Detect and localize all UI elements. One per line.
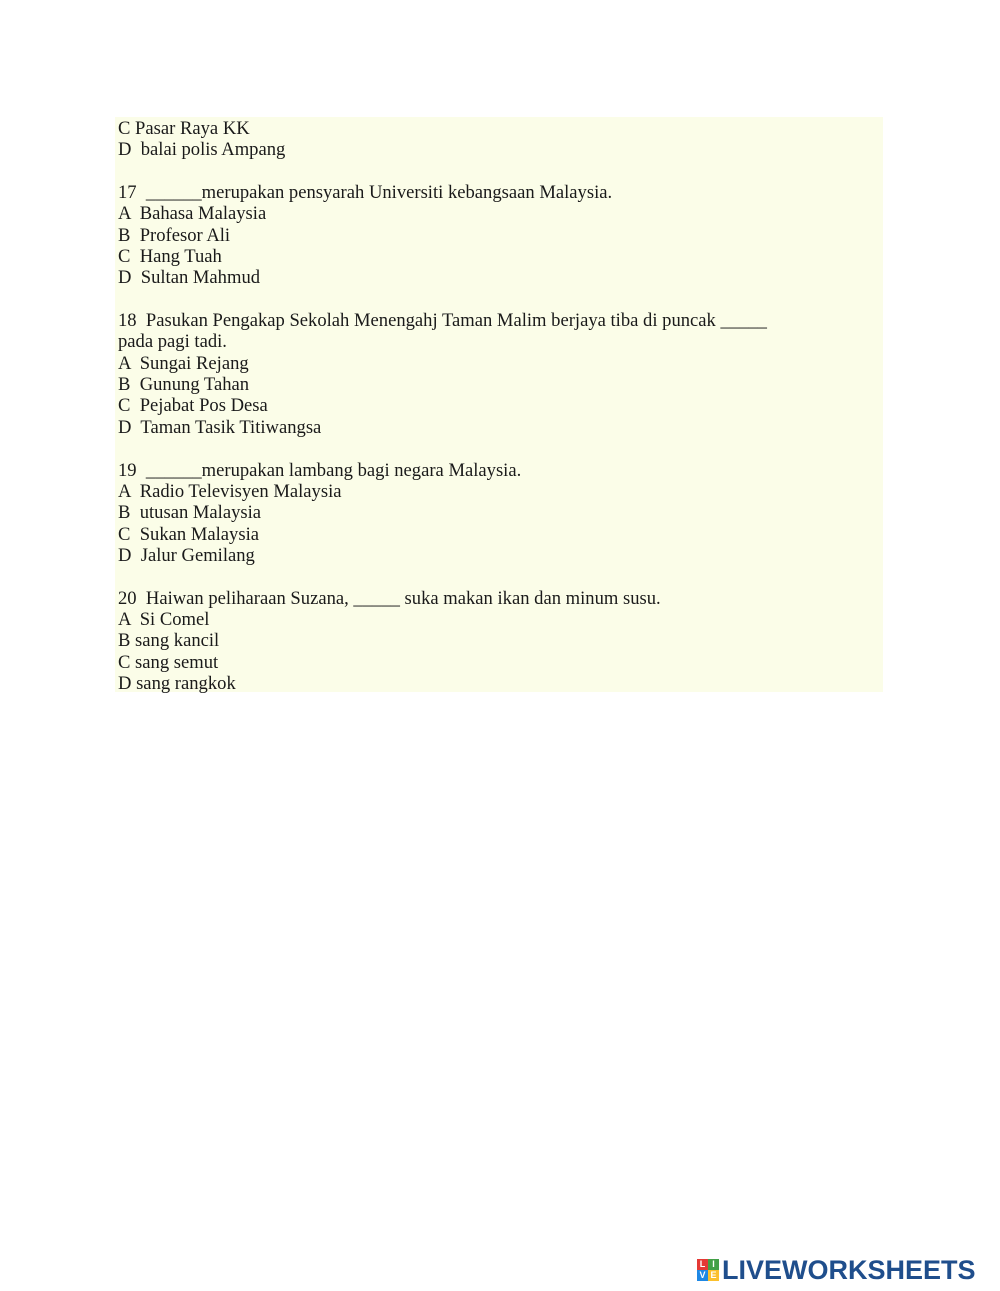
logo-tile-i: I bbox=[708, 1259, 719, 1270]
q18-stem-line-2: pada pagi tadi. bbox=[118, 331, 227, 353]
spacer bbox=[118, 161, 878, 182]
liveworksheets-logo-icon bbox=[697, 1259, 719, 1281]
q16-option-d: D balai polis Ampang bbox=[118, 139, 286, 161]
q17-option-c: C Hang Tuah bbox=[118, 246, 222, 268]
spacer bbox=[118, 438, 878, 459]
q20-option-c: C sang semut bbox=[118, 651, 219, 673]
q17-stem: 17 ______merupakan pensyarah Universiti kebangsaan Malaysia. bbox=[118, 182, 613, 204]
q20-option-a: A Si Comel bbox=[118, 608, 210, 630]
q19-option-c: C Sukan Malaysia bbox=[118, 523, 259, 545]
q20-option-b: B sang kancil bbox=[118, 630, 220, 652]
q18-option-d: D Taman Tasik Titiwangsa bbox=[118, 416, 322, 438]
q19-stem: 19 ______merupakan lambang bagi negara Malaysia. bbox=[118, 459, 522, 481]
q20-option-d: D sang rangkok bbox=[118, 672, 236, 694]
worksheet-panel bbox=[115, 117, 883, 692]
q20-stem: 20 Haiwan peliharaan Suzana, _____ suka makan ikan dan minum susu. bbox=[118, 587, 661, 609]
q18-stem-line-1: 18 Pasukan Pengakap Sekolah Menengahj Taman Malim berjaya tiba di puncak _____ bbox=[118, 310, 767, 332]
q19-option-a: A Radio Televisyen Malaysia bbox=[118, 480, 342, 502]
q17-option-d: D Sultan Mahmud bbox=[118, 267, 261, 289]
q18-option-c: C Pejabat Pos Desa bbox=[118, 395, 268, 417]
logo-tile-v: V bbox=[697, 1270, 708, 1281]
worksheet-content bbox=[118, 118, 878, 694]
q18-option-a: A Sungai Rejang bbox=[118, 352, 249, 374]
liveworksheets-wordmark: LIVEWORKSHEETS bbox=[722, 1254, 976, 1285]
logo-tile-l: L bbox=[697, 1259, 708, 1270]
q19-option-b: B utusan Malaysia bbox=[118, 502, 262, 524]
q19-option-d: D Jalur Gemilang bbox=[118, 544, 255, 566]
q18-option-b: B Gunung Tahan bbox=[118, 374, 250, 396]
liveworksheets-brand bbox=[697, 1255, 976, 1285]
spacer bbox=[118, 566, 878, 587]
spacer bbox=[118, 289, 878, 310]
q16-option-c: C Pasar Raya KK bbox=[118, 118, 250, 139]
logo-tile-e: E bbox=[708, 1270, 719, 1281]
q17-option-b: B Profesor Ali bbox=[118, 224, 231, 246]
q17-option-a: A Bahasa Malaysia bbox=[118, 203, 267, 225]
